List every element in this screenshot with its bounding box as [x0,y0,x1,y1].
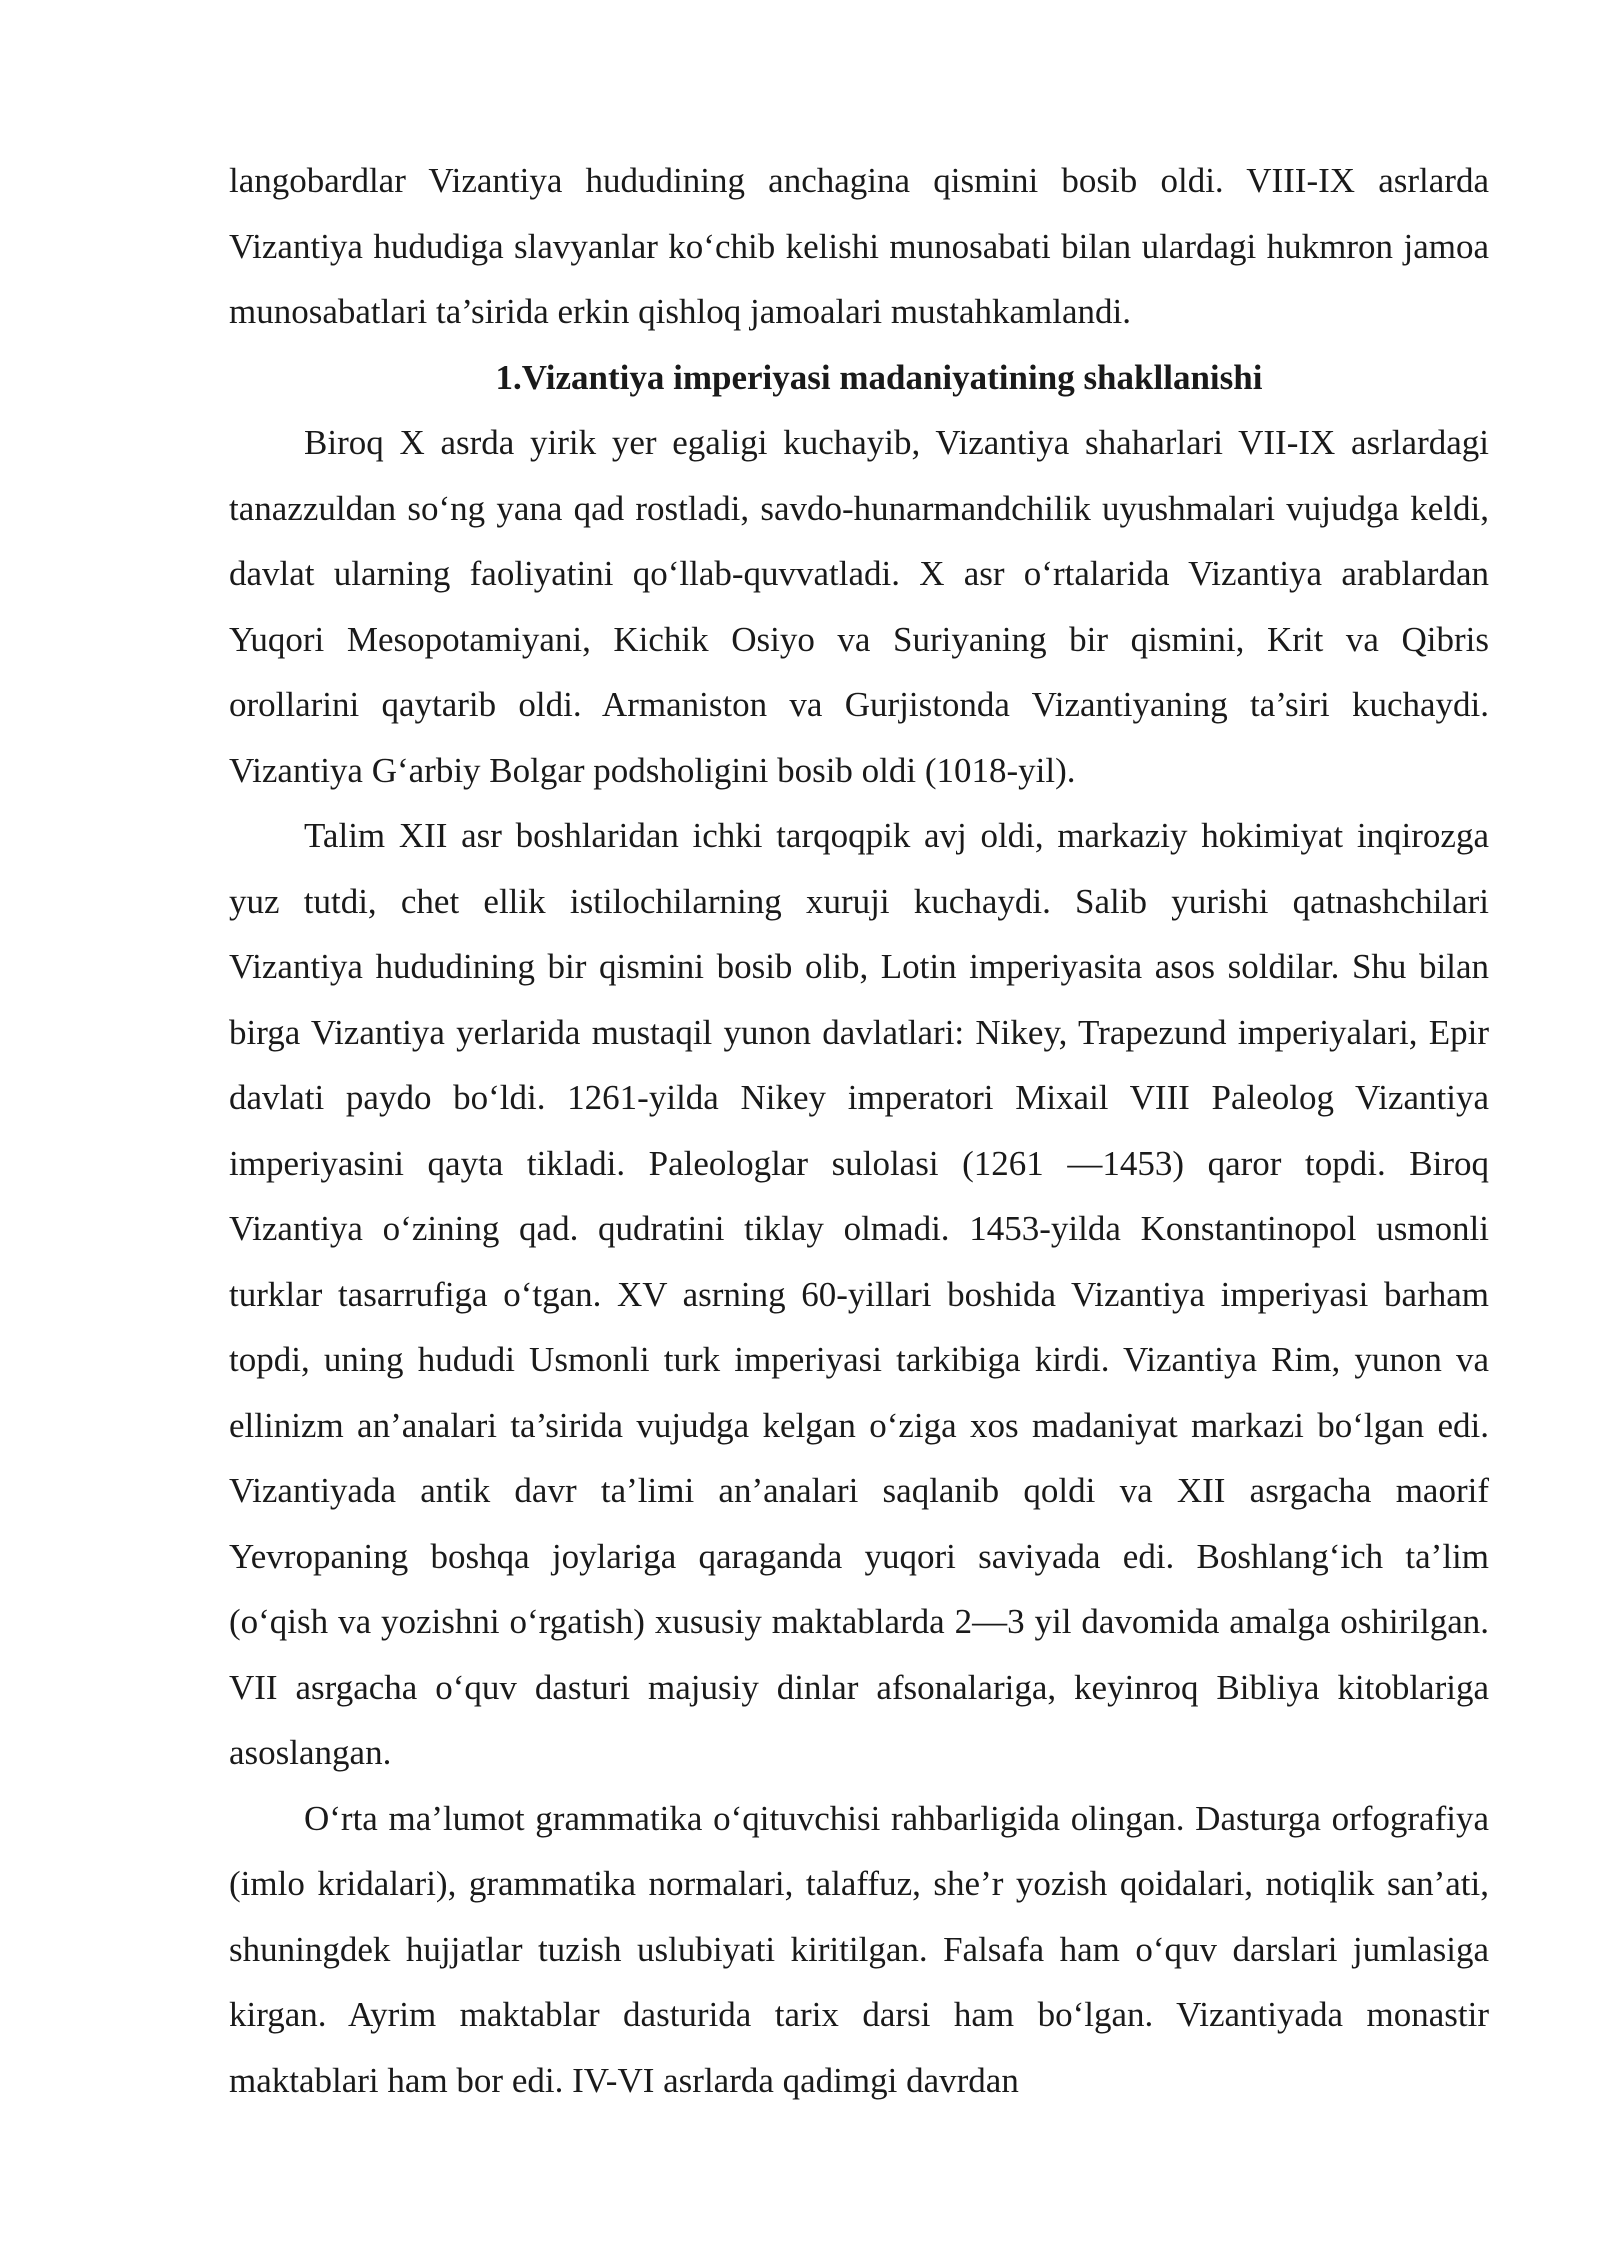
body-paragraph: Biroq X asrda yirik yer egaligi kuchayib, Vizantiya shaharlari VII-IX asrlardagi tanazzuldan so‘ng yana qad rostladi, savdo-hunarmandchilik uyushmalari vujudga keldi, davlat ularning faoliyatini qo‘llab-quvvatladi. X asr o‘rtalarida Vizantiya arablardan Yuqori Mesopotamiyani, Kichik Osiyo va Suriyaning bir qismini, Krit va Qibris orollarini qaytarib oldi. Armaniston va Gurjistonda Vizantiyaning ta’siri kuchaydi. Vizantiya G‘arbiy Bolgar podsholigini bosib oldi (1018-yil). [229,423,1489,790]
body-paragraph: Talim XII asr boshlaridan ichki tarqoqpik avj oldi, markaziy hokimiyat inqirozga yuz tutdi, chet ellik istilochilarning xuruji kuchaydi. Salib yurishi qatnashchilari Vizantiya hududining bir qismini bosib olib, Lotin imperiyasita asos soldilar. Shu bilan birga Vizantiya yerlarida mustaqil yunon davlatlari: Nikey, Trapezund imperiyalari, Epir davlati paydo bo‘ldi. 1261-yilda Nikey imperatori Mixail VIII Paleolog Vizantiya imperiyasini qayta tikladi. Paleologlar sulolasi (1261 —1453) qaror topdi. Biroq Vizantiya o‘zining qad. qudratini tiklay olmadi. 1453-yilda Konstantinopol usmonli turklar tasarrufiga o‘tgan. XV asrning 60-yillari boshida Vizantiya imperiyasi barham topdi, uning hududi Usmonli turk imperiyasi tarkibiga kirdi. Vizantiya Rim, yunon va ellinizm an’analari ta’sirida vujudga kelgan o‘ziga xos madaniyat markazi bo‘lgan edi. Vizantiyada antik davr ta’limi an’analari saqlanib qoldi va XII asrgacha maorif Yevropaning boshqa joylariga qaraganda yuqori saviyada edi. Boshlang‘ich ta’lim (o‘qish va yozishni o‘rgatish) xususiy maktablarda 2—3 yil davomida amalga oshirilgan. VII asrgacha o‘quv dasturi majusiy dinlar afsonalariga, keyinroq Bibliya kitoblariga asoslangan. [229,816,1489,1772]
section-heading: 1.Vizantiya imperiyasi madaniyatining shakllanishi [495,357,1263,397]
intro-paragraph: langobardlar Vizantiya hududining anchagina qismini bosib oldi. VIII-IX asrlarda Vizantiya hududiga slavyanlar ko‘chib kelishi munosabati bilan ulardagi hukmron jamoa munosabatlari ta’sirida erkin qishloq jamoalari mustahkamlandi. [229,161,1489,331]
body-paragraph: O‘rta ma’lumot grammatika o‘qituvchisi rahbarligida olingan. Dasturga orfografiya (imlo kridalari), grammatika normalari, talaffuz, she’r yozish qoidalari, notiqlik san’ati, shuningdek hujjatlar tuzish uslubiyati kiritilgan. Falsafa ham o‘quv darslari jumlasiga kirgan. Ayrim maktablar dasturida tarix darsi ham bo‘lgan. Vizantiyada monastir maktablari ham bor edi. IV-VI asrlarda qadimgi davrdan [229,1798,1489,2100]
document-page [229,148,1489,2113]
